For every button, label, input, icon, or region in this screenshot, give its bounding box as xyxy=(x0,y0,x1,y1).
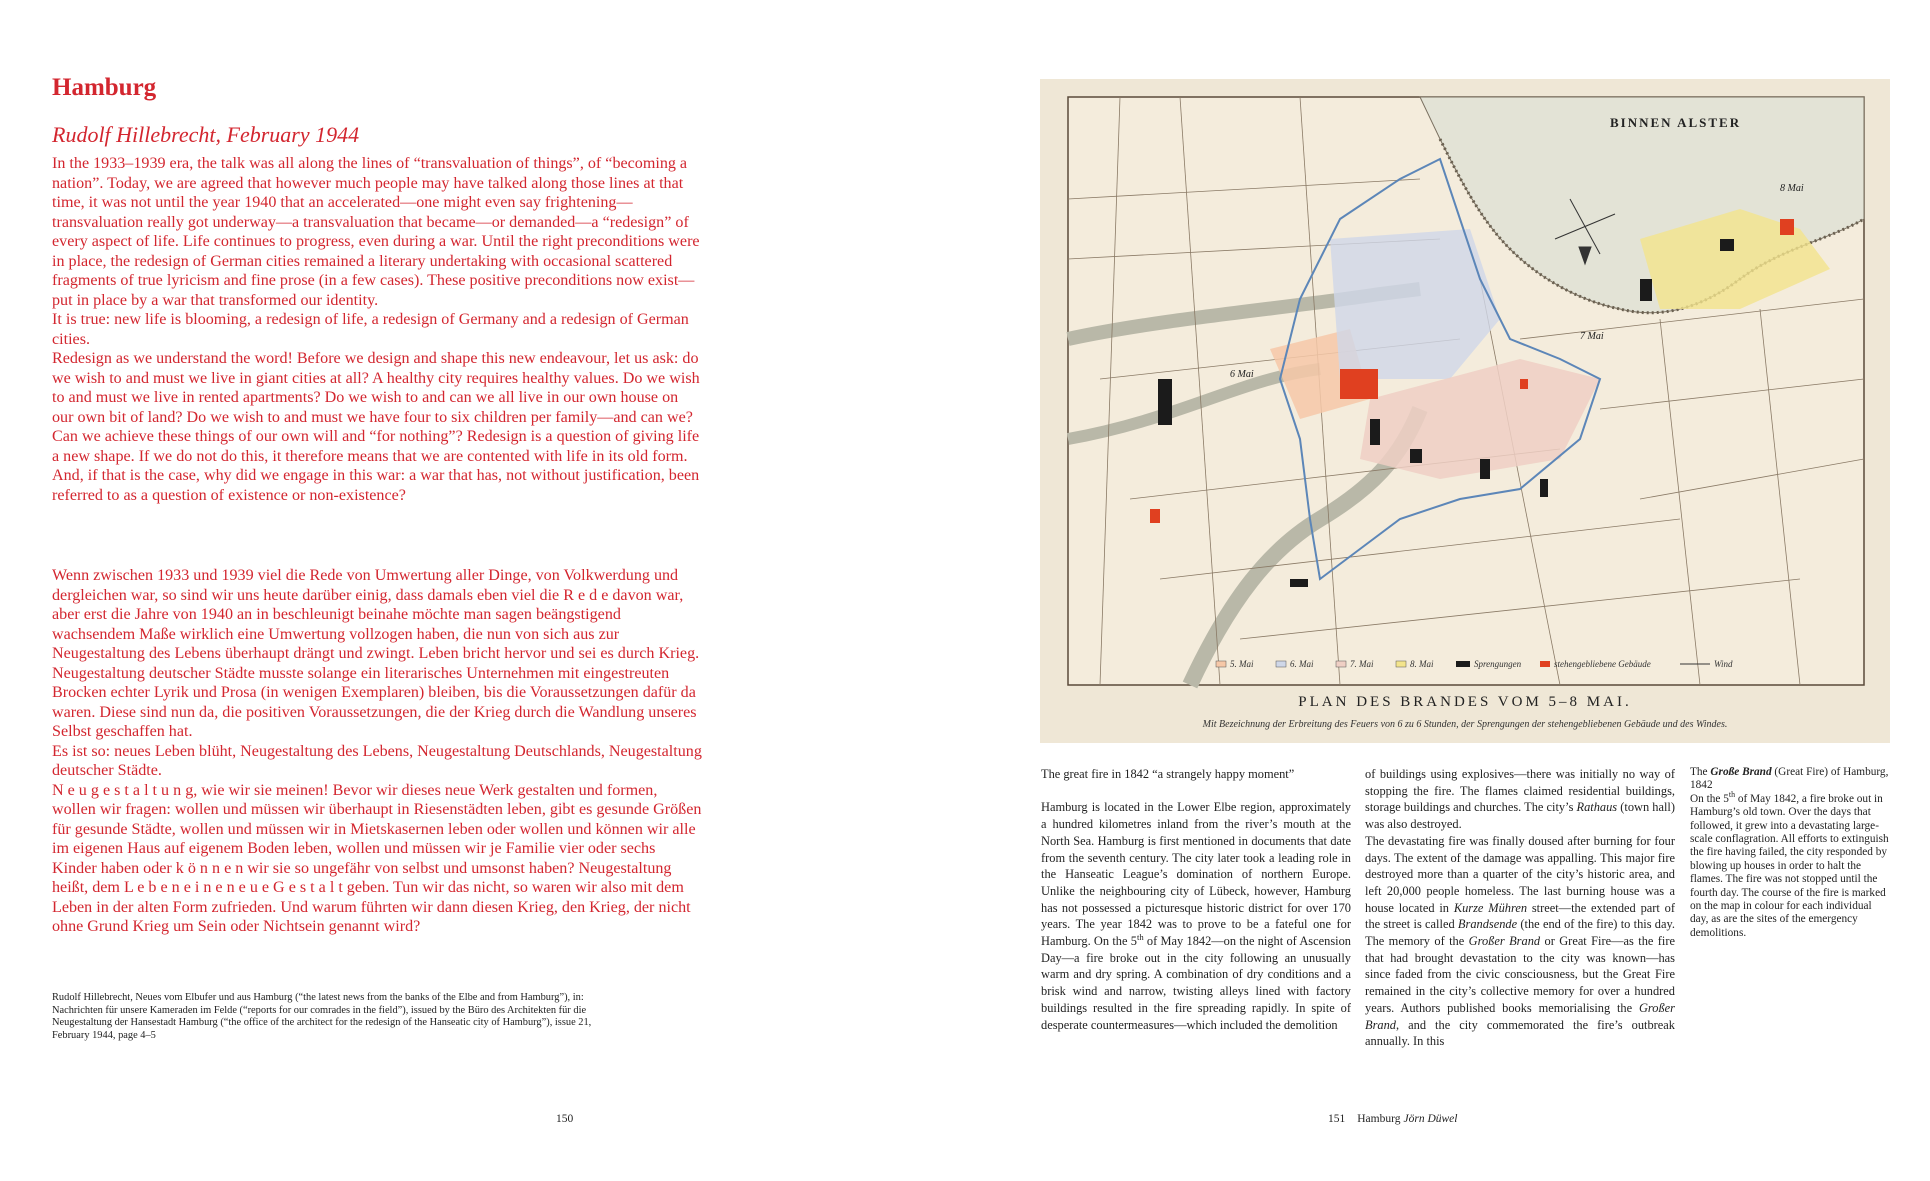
legend-label: Sprengungen xyxy=(1474,659,1522,669)
body-paragraph: Hamburg is located in the Lower Elbe region, approximately a hundred kilometres inland from the river’s mouth at the North Sea. Hamburg is first mentioned in documents that date from the seventh century. The city later took a leading role in the Hanseatic League’s domination of northern Europe. Unlike the neighbouring city of Lübeck, however, Hamburg has not possessed a picturesque historic district for over 170 years. The year 1842 was to prove to be a fateful one for Hamburg. On the 5th of May 1842—on the night of Ascension Day—a fire broke out in the city following an unusually warm and dry spring. A combination of dry conditions and a brisk wind and narrow, twisting alleys lined with factory buildings resulted in the fire spreading rapidly. In spite of desperate countermeasures—which included the demolition xyxy=(1041,800,1351,1032)
essay-de-paragraph: Wenn zwischen 1933 und 1939 viel die Rede von Umwertung aller Dinge, von Volkwerdung und dergleichen war, so sind wir uns heute darüber einig, dass damals eben viel die R e d e davon war, aber erst die Jahre von 1940 an in beschleunigt beinahe möchte man sagen beängstigend wachsendem Maße wirklich eine Umwertung vollzogen haben, die nun von sich aus zur Neugestaltung des Lebens überhaupt drängt und zwingt. Leben bricht hervor und sei es durch Krieg. Neugestaltung deutscher Städte musste solange ein literarisches Unternehmen mit eingestreuten Brocken echter Lyrik und Prosa (in wenigen Exemplaren) bleiben, bis die Voraussetzungen dafür da waren. Diese sind nun da, die positiven Voraussetzungen, die der Krieg durch die Wandlung unseres Selbst geschaffen hat. xyxy=(52,567,700,740)
folio-author: Jörn Düwel xyxy=(1403,1113,1458,1125)
essay-en-paragraph: Redesign as we understand the word! Before we design and shape this new endeavour, let us ask: do we wish to and must we live in giant cities at all? A healthy city requires healthy values. Do we wish to and must we live in rented apartments? Do we wish to and can we all live in our own house on our own bit of land? Do we wish to and must we have four to six children per family—and can we? Can we achieve these things of our own will and “for nothing”? Redesign is a question of giving life a new shape. If we do not do this, it therefore means that we are contented with life in its old form. And, if that is the case, why did we engage in this war: a war that has, not without justification, been referred to as a question of existence or non-existence? xyxy=(52,350,700,504)
folio-section: Hamburg xyxy=(1357,1113,1401,1125)
legend-label: 5. Mai xyxy=(1230,659,1254,669)
source-citation: Rudolf Hillebrecht, Neues vom Elbufer und aus Hamburg (“the latest news from the banks of the Elbe and from Hamburg”), in: Nachrichten für unsere Kameraden im Felde (“reports for our comrades in the field”), issued by the Büro des Architekten für die Neugestaltung der Hansestadt Hamburg (“the office of the architect for the redesign of the Hanseatic city of Hamburg”), issue 21, February 1944, page 4–5 xyxy=(52,992,592,1041)
essay-en-paragraph: In the 1933–1939 era, the talk was all along the lines of “transvaluation of things”, of “becoming a nation”. Today, we are agreed that however much people may have talked along those lines at that time, it was not until the year 1940 that an accelerated—one might even say frightening—transvaluation really got underway—a transvaluation that became—or demanded—a “redesign” of every aspect of life. Life continues to progress, even during a war. Until the right preconditions were in place, the redesign of German cities remained a literary undertaking with occasional scattered fragments of true lyricism and fine prose (in a few cases). These positive preconditions now exist—put in place by a war that transformed our identity. xyxy=(52,155,700,309)
legend-label: stehengebliebene Gebäude xyxy=(1554,659,1651,669)
fire-map-plate xyxy=(1040,79,1890,743)
fire-map xyxy=(1040,79,1890,743)
essay-subheading: Rudolf Hillebrecht, February 1944 xyxy=(52,122,360,147)
map-subtitle: Mit Bezeichnung der Erbreitung des Feuers von 6 zu 6 Stunden, der Sprengungen der stehengebliebenen Gebäude und des Windes. xyxy=(1202,719,1728,730)
legend-label: 6. Mai xyxy=(1290,659,1314,669)
body-column-1 xyxy=(1041,766,1351,1033)
body-paragraph: The devastating fire was finally doused after burning for four days. The extent of the damage was appalling. This major fire destroyed more than a quarter of the city’s historic area, and left 20,000 people homeless. The last burning house was a house located in Kurze Mühren street—the extended part of the street is called Brandsende (the end of the fire) to this day. The memory of the Großer Brand or Great Fire—as the fire that had brought devastation to the city was known—has since faded from the civic consciousness, but the Great Fire remained in the city’s collective memory for over a hundred years. Authors published books memorialising the Großer Brand, and the city commemorated the fire’s outbreak annually. In this xyxy=(1365,833,1675,1049)
map-day-label: 8 Mai xyxy=(1780,183,1804,194)
page-number-left: 150 xyxy=(556,1113,574,1125)
essay-en-paragraph: It is true: new life is blooming, a redesign of life, a redesign of Germany and a redesign of German cities. xyxy=(52,311,689,348)
map-title: PLAN DES BRANDES VOM 5–8 MAI. xyxy=(1298,694,1632,710)
caption-title: The Große Brand (Great Fire) of Hamburg, 1842 xyxy=(1690,766,1889,792)
body-paragraph: of buildings using explosives—there was initially no way of stopping the fire. The flames claimed residential buildings, storage buildings and churches. The city’s Rathaus (town hall) was also destroyed. xyxy=(1365,767,1675,832)
essay-de-paragraph: Es ist so: neues Leben blüht, Neugestaltung des Lebens, Neugestaltung Deutschlands, Neugestaltung deutscher Städte. xyxy=(52,742,702,779)
legend-label: 8. Mai xyxy=(1410,659,1434,669)
caption-text: On the 5th of May 1842, a fire broke out in Hamburg’s old town. Over the days that followed, it grew into a devastating large-scale conflagration. All efforts to extinguish the fire having failed, the city responded by blowing up houses in order to halt the flames. The fire was not stopped until the fourth day. The course of the fire is marked on the map in colour for each individual day, as are the sites of the emergency demolitions. xyxy=(1690,790,1889,939)
essay-german xyxy=(52,566,702,937)
page-number-right xyxy=(1328,1113,1457,1125)
essay-de-paragraph: N e u g e s t a l t u n g, wie wir sie meinen! Bevor wir dieses neue Werk gestalten und formen, wollen wir fragen: wollen und müssen wir überhaupt in Riesenstädten leben, gibt es gesunde Größen für gesunde Städte, wollen und müssen wir in Mietskasernen leben oder wollen und können wir alle im eigenen Haus auf eigenem Boden leben, wollen und müssen wir je Familie vier oder sechs Kinder haben oder k ö n n e n wir sie so ungefähr von selbst und umsonst haben? Neugestaltung heißt, dem L e b e n e i n e n e u e G e s t a l t geben. Tun wir das nicht, so waren wir also mit dem Leben in der alten Form zufrieden. Und warum führten wir dann diesen Krieg, den Krieg, der nicht ohne Grund Krieg um Sein oder Nichtsein genannt wird? xyxy=(52,781,702,935)
body-column-2 xyxy=(1365,766,1675,1050)
map-day-label: 6 Mai xyxy=(1230,369,1254,380)
page-heading: Hamburg xyxy=(52,74,157,101)
essay-english xyxy=(52,154,702,505)
folio-number: 151 xyxy=(1328,1113,1346,1125)
legend-label: 7. Mai xyxy=(1350,659,1374,669)
map-lake-label: BINNEN ALSTER xyxy=(1610,115,1742,130)
map-day-label: 7 Mai xyxy=(1580,331,1604,342)
legend-label: Wind xyxy=(1714,659,1733,669)
map-caption xyxy=(1690,766,1890,940)
section-title: The great fire in 1842 “a strangely happy moment” xyxy=(1041,767,1295,781)
